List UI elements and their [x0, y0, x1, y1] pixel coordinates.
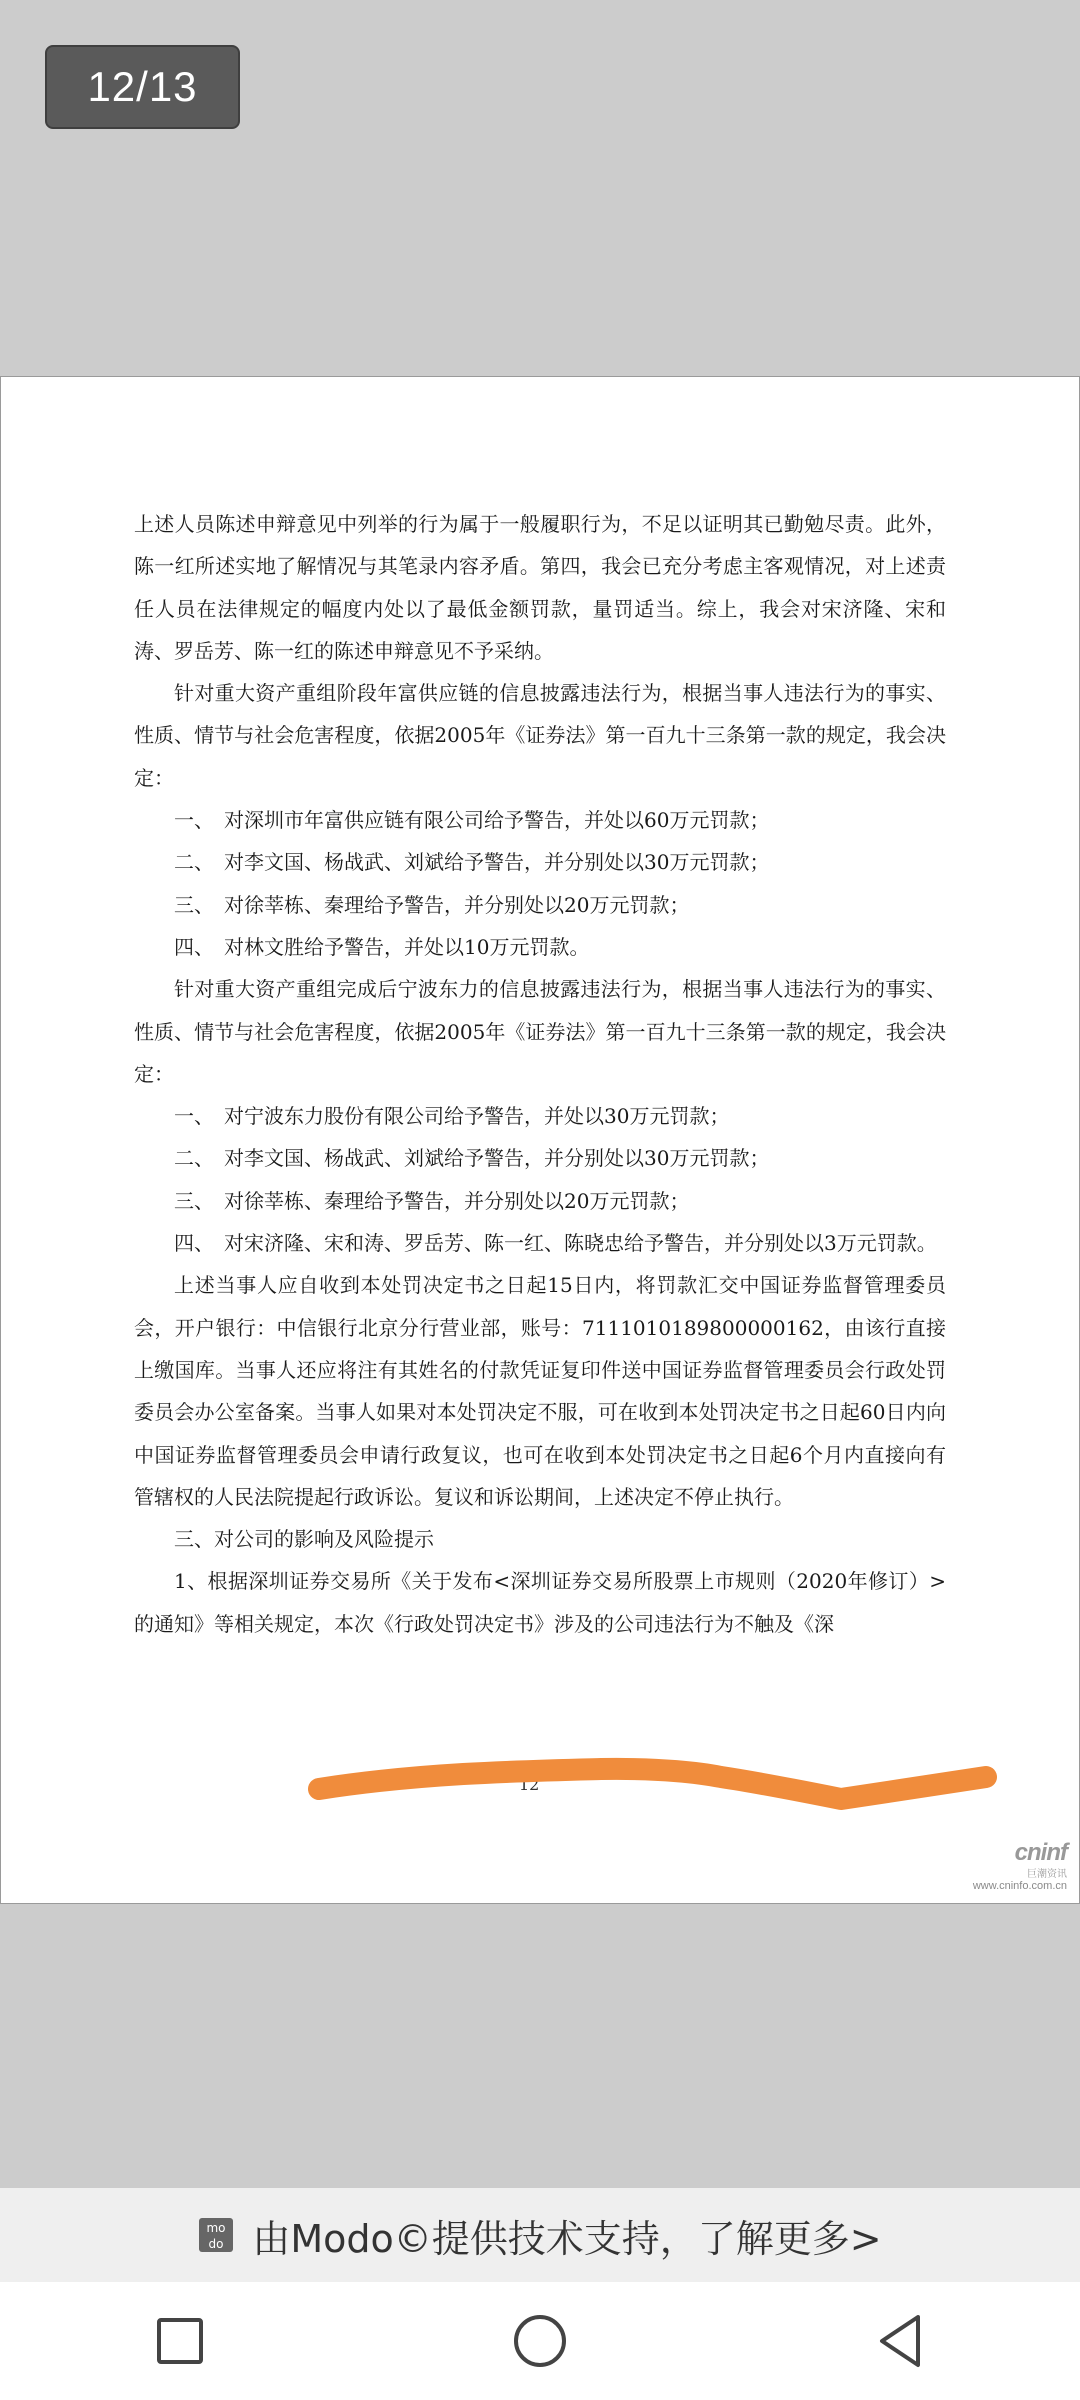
list-item: 一、 对深圳市年富供应链有限公司给予警告，并处以60万元罚款；	[174, 808, 770, 833]
cninfo-watermark	[973, 1839, 1067, 1892]
page-indicator: 12/13	[45, 45, 240, 129]
paragraph: 针对重大资产重组完成后宁波东力的信息披露违法行为，根据当事人违法行为的事实、性质、情节与社会危害程度，依据2005年《证券法》第一百九十三条第一款的规定，我会决定：	[134, 977, 946, 1086]
watermark-logo: cninf	[1014, 1839, 1067, 1866]
recent-apps-button[interactable]	[140, 2301, 220, 2381]
document-page[interactable]	[0, 376, 1080, 1904]
paragraph: 上述人员陈述申辩意见中列举的行为属于一般履职行为，不足以证明其已勤勉尽责。此外，陈一红所述实地了解情况与其笔录内容矛盾。第四，我会已充分考虑主客观情况，对上述责任人员在法律规定的幅度内处以了最低金额罚款，量罚适当。综上，我会对宋济隆、宋和涛、罗岳芳、陈一红的陈述申辩意见不予采纳。	[134, 512, 946, 663]
list-item: 三、 对徐莘栋、秦理给予警告，并分别处以20万元罚款；	[174, 1188, 690, 1213]
svg-text:mo: mo	[206, 2221, 226, 2235]
list-item: 一、 对宁波东力股份有限公司给予警告，并处以30万元罚款；	[174, 1104, 730, 1129]
list-item: 二、 对李文国、杨战武、刘斌给予警告，并分别处以30万元罚款；	[174, 1146, 770, 1171]
watermark-subtitle: 巨潮资讯	[1027, 1869, 1067, 1880]
paragraph: 上述当事人应自收到本处罚决定书之日起15日内，将罚款汇交中国证券监督管理委员会，开户银行：中信银行北京分行营业部，账号：7111010189800000162，由该行直接上缴国库。当事人还应将注有其姓名的付款凭证复印件送中国证券监督管理委员会行政处罚委员会办公室备案。当事人如果对本处罚决定不服，可在收到本处罚决定书之日起60日内向中国证券监督管理委员会申请行政复议，也可在收到本处罚决定书之日起6个月内直接向有管辖权的人民法院提起行政诉讼。复议和诉讼期间，上述决定不停止执行。	[134, 1273, 946, 1509]
list-item: 三、 对徐莘栋、秦理给予警告，并分别处以20万元罚款；	[174, 892, 690, 917]
page-number: 12	[519, 1775, 540, 1794]
modo-banner[interactable]	[0, 2188, 1080, 2282]
list-item: 四、 对林文胜给予警告，并处以10万元罚款。	[174, 934, 590, 959]
circle-icon	[512, 2313, 568, 2369]
document-body	[134, 503, 946, 1645]
system-nav-bar	[0, 2282, 1080, 2400]
paragraph: 1、根据深圳证券交易所《关于发布<深圳证券交易所股票上市规则（2020年修订）>的通知》等相关规定，本次《行政处罚决定书》涉及的公司违法行为不触及《深	[134, 1569, 946, 1636]
paragraph: 针对重大资产重组阶段年富供应链的信息披露违法行为，根据当事人违法行为的事实、性质、情节与社会危害程度，依据2005年《证券法》第一百九十三条第一款的规定，我会决定：	[134, 681, 946, 790]
triangle-back-icon	[874, 2313, 926, 2369]
back-button[interactable]	[860, 2301, 940, 2381]
watermark-url: www.cninfo.com.cn	[972, 1880, 1067, 1892]
list-item: 四、 对宋济隆、宋和涛、罗岳芳、陈一红、陈晓忠给予警告，并分别处以3万元罚款。	[174, 1231, 937, 1256]
modo-logo-icon	[198, 2217, 234, 2253]
square-icon	[156, 2317, 204, 2365]
svg-text:do: do	[208, 2237, 224, 2251]
section-heading: 三、对公司的影响及风险提示	[174, 1527, 434, 1552]
banner-text[interactable]: 由Modo©提供技术支持，了解更多>	[252, 2216, 882, 2261]
list-item: 二、 对李文国、杨战武、刘斌给予警告，并分别处以30万元罚款；	[174, 850, 770, 875]
home-button[interactable]	[500, 2301, 580, 2381]
